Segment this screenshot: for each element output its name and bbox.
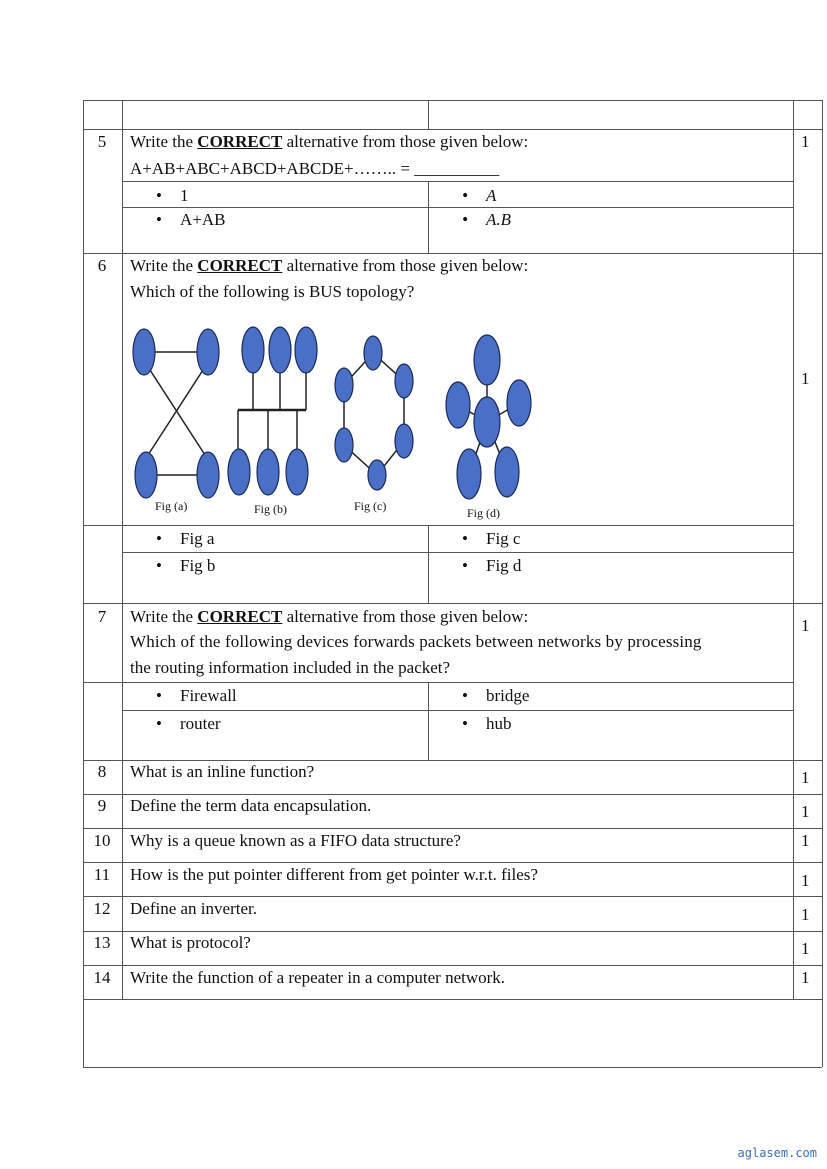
figure-label: Fig (a)	[155, 499, 188, 513]
question-text: What is an inline function?	[130, 762, 315, 781]
question-number: 8	[97, 762, 107, 781]
option: • Fig b	[180, 556, 215, 576]
option: • A	[486, 186, 496, 206]
question-text: What is protocol?	[130, 933, 251, 952]
figure-label: Fig (b)	[254, 502, 287, 516]
option: • bridge	[486, 686, 529, 706]
question-text: Write the function of a repeater in a computer network.	[130, 968, 506, 987]
marks: 1	[801, 132, 810, 151]
question-text: How is the put pointer different from get pointer w.r.t. files?	[130, 865, 538, 884]
question-number: 7	[97, 607, 107, 626]
question-text: the routing information included in the packet?	[130, 658, 451, 677]
marks: 1	[801, 768, 810, 787]
figure-label: Fig (d)	[467, 506, 500, 520]
marks: 1	[801, 905, 810, 924]
question-text: Define the term data encapsulation.	[130, 796, 372, 815]
footer-watermark: aglasem.com	[737, 1146, 817, 1160]
marks: 1	[801, 871, 810, 890]
question-text: Why is a queue known as a FIFO data structure?	[130, 831, 461, 850]
question-text: Which of the following is BUS topology?	[130, 282, 415, 301]
question-text: Define an inverter.	[130, 899, 257, 918]
figure-label: Fig (c)	[354, 499, 387, 513]
question-number: 10	[93, 831, 111, 850]
marks: 1	[801, 831, 810, 850]
question-number: 14	[93, 968, 111, 987]
option: • A.B	[486, 210, 511, 230]
marks: 1	[801, 939, 810, 958]
question-number: 5	[97, 132, 107, 151]
question-number: 11	[93, 865, 111, 884]
question-number: 12	[93, 899, 111, 918]
question-text: Which of the following devices forwards packets between networks by processing	[130, 632, 702, 651]
marks: 1	[801, 616, 810, 635]
question-number: 6	[97, 256, 107, 275]
option: • hub	[486, 714, 512, 734]
question-text: A+AB+ABC+ABCD+ABCDE+…….. = __________	[130, 159, 500, 178]
question-number: 13	[93, 933, 111, 952]
option: • A+AB	[180, 210, 225, 230]
option: • Firewall	[180, 686, 237, 706]
option: • 1	[180, 186, 189, 206]
question-instruction: Write the CORRECT alternative from those given below:	[130, 607, 529, 626]
question-instruction: Write the CORRECT alternative from those given below:	[130, 132, 529, 151]
marks: 1	[801, 802, 810, 821]
option: • Fig d	[486, 556, 521, 576]
question-instruction: Write the CORRECT alternative from those given below:	[130, 256, 529, 275]
marks: 1	[801, 369, 810, 388]
question-number: 9	[97, 796, 107, 815]
option: • router	[180, 714, 221, 734]
option: • Fig a	[180, 529, 214, 549]
option: • Fig c	[486, 529, 520, 549]
marks: 1	[801, 968, 810, 987]
